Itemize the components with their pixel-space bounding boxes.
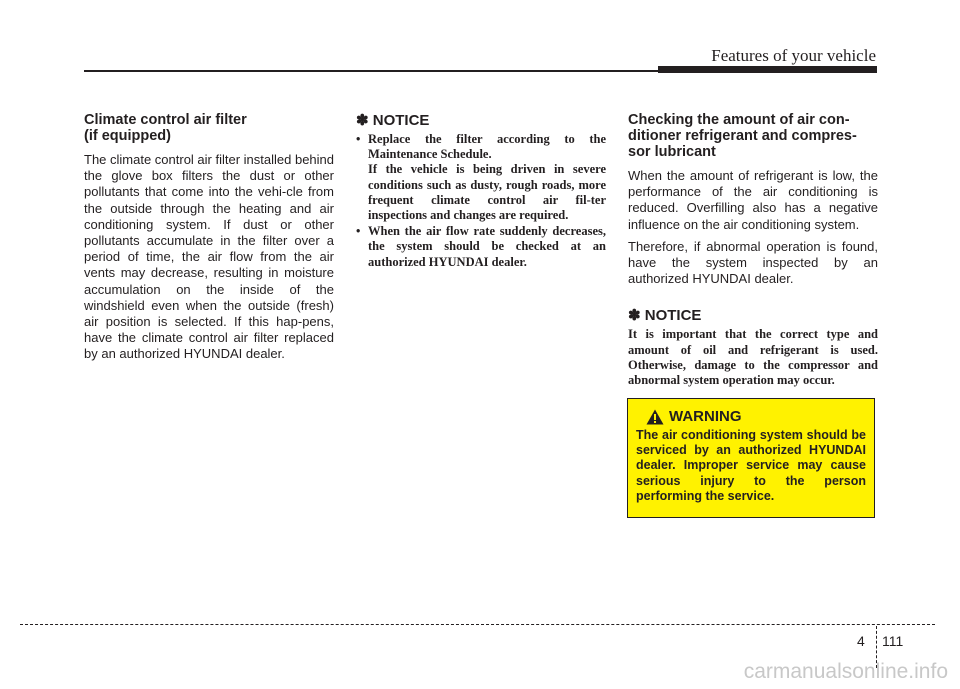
column-filter-notice: [356, 112, 606, 271]
refrigerant-heading-line2: ditioner refrigerant and compres-: [628, 128, 857, 144]
page-header-title: Features of your vehicle: [711, 46, 876, 65]
filter-notice-item-text: When the air flow rate suddenly decreases, the system should be checked at an authorized HYUNDAI dealer.: [368, 224, 606, 269]
refrigerant-heading: [628, 112, 878, 160]
warning-header: [646, 408, 866, 425]
chapter-number: 4: [857, 633, 865, 649]
filter-notice-item: [356, 224, 606, 270]
refrigerant-heading-line3: sor lubricant: [628, 144, 716, 160]
warning-text: The air conditioning system should be serviced by an authorized HYUNDAI dealer. Improper service may cause serious injury to the person performing the service.: [636, 428, 866, 503]
refrigerant-paragraph: When the amount of refrigerant is low, the performance of the air conditioning is reduced. Overfilling also has a negative influence on the air conditioning system.: [628, 168, 878, 232]
page-number: 111: [882, 633, 904, 649]
bullet: •: [356, 224, 361, 239]
column-air-filter: [84, 112, 334, 369]
refrigerant-notice-heading: ✽ NOTICE: [628, 307, 702, 325]
air-filter-heading: [84, 112, 334, 144]
warning-box: [627, 398, 875, 518]
refrigerant-paragraph: Therefore, if abnormal operation is found, have the system inspected by an authorized HYUNDAI dealer.: [628, 238, 878, 287]
bullet: •: [356, 132, 361, 146]
filter-notice-list: [356, 132, 606, 270]
filter-notice-item: [356, 132, 606, 223]
header-rule-accent: [658, 66, 877, 73]
air-filter-heading-line1: Climate control air filter: [84, 112, 247, 128]
refrigerant-notice-text: It is important that the correct type and amount of oil and refrigerant is used. Otherwise, damage to the compressor and abnormal system operation may occur.: [628, 327, 878, 388]
filter-notice-heading: ✽ NOTICE: [356, 112, 430, 129]
warning-triangle-icon: [646, 409, 664, 425]
air-filter-body: The climate control air filter installed behind the glove box filters the dust or other pollutants that come into the vehi-cle from the outside through the heating and air conditioning system. If dust or other pollutants accumulate in the filter over a period of time, the air flow from the air vents may decrease, resulting in moisture accumulation on the inside of the windshield even when the outside (fresh) air position is selected. If this hap-pens, have the climate control air filter replaced by an authorized HYUNDAI dealer.: [84, 152, 335, 362]
footer-rule: [20, 624, 935, 625]
header-rule: [84, 70, 658, 72]
column-refrigerant: [628, 112, 878, 388]
watermark-text: carmanualsonline.info: [743, 660, 948, 683]
filter-notice-item-text: Replace the filter according to the Maintenance Schedule.: [368, 132, 606, 162]
air-filter-heading-line2: (if equipped): [84, 128, 171, 144]
refrigerant-heading-line1: Checking the amount of air con-: [628, 112, 850, 128]
warning-title: WARNING: [669, 408, 742, 425]
filter-notice-item-text: If the vehicle is being driven in severe conditions such as dusty, rough roads, more frequent climate control air fil-ter inspections and changes are required.: [368, 162, 606, 223]
